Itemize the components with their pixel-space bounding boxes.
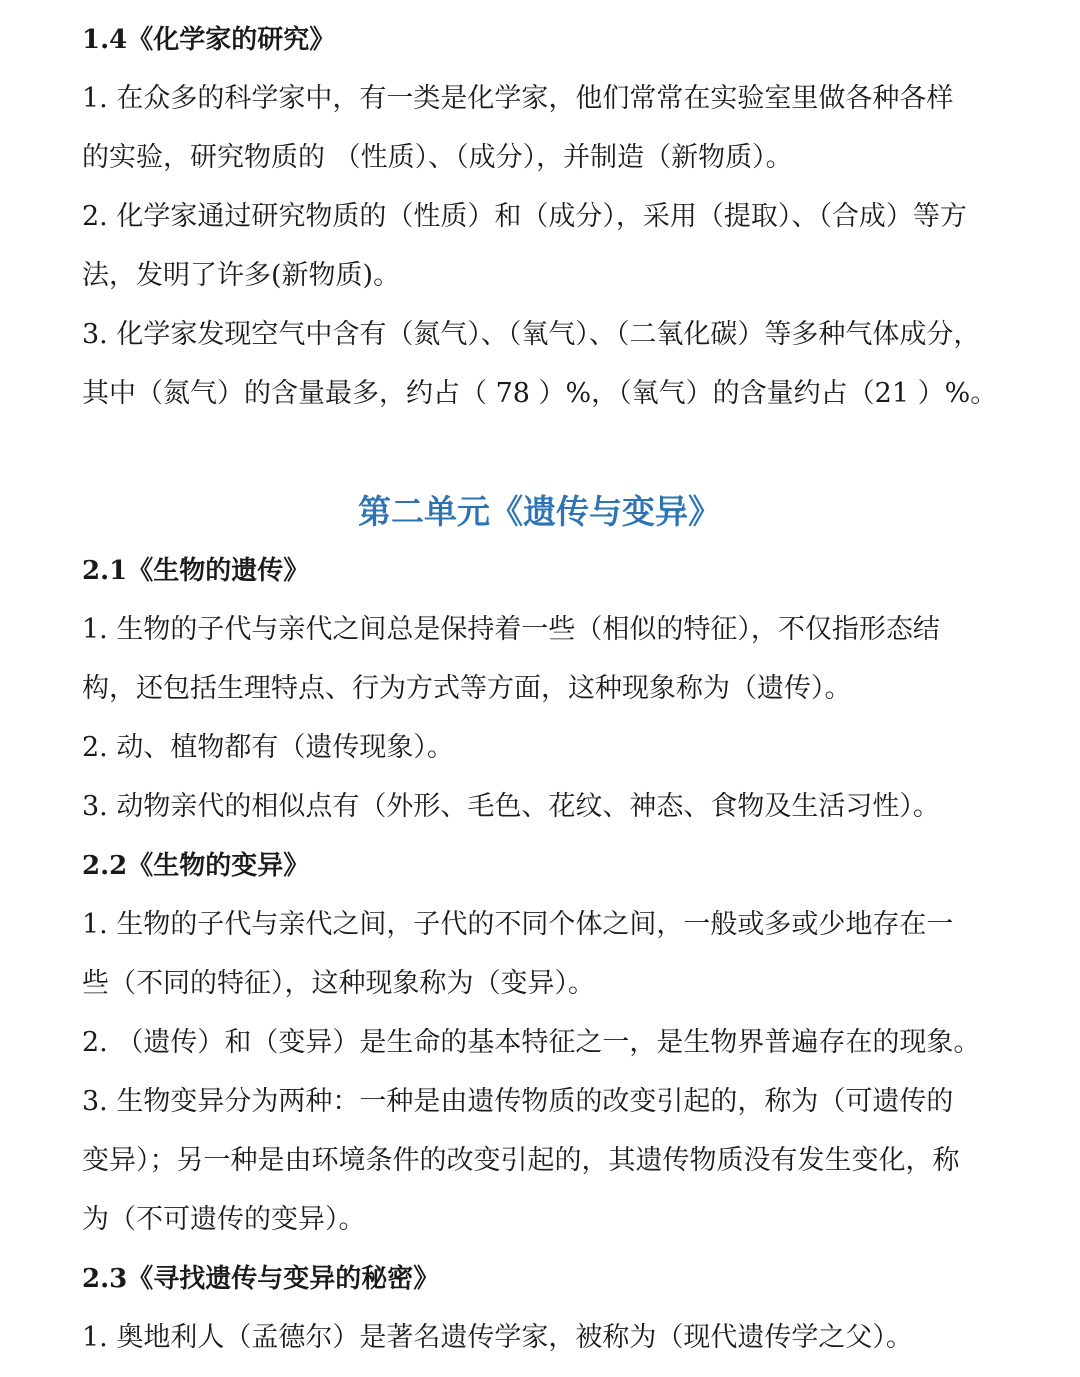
section-heading-2-1: 2.1《生物的遗传》 [82,556,310,586]
section-heading-2-2: 2.2《生物的变异》 [82,851,310,881]
paragraph-line: 变异）；另一种是由环境条件的改变引起的，其遗传物质没有发生变化，称 [82,1145,960,1176]
paragraph-line: 1. 奥地利人（孟德尔）是著名遗传学家，被称为（现代遗传学之父）。 [82,1322,913,1353]
paragraph-line: 为（不可遗传的变异）。 [82,1204,366,1235]
section-heading-2-3: 2.3《寻找遗传与变异的秘密》 [82,1264,440,1294]
paragraph-line: 其中（氮气）的含量最多，约占（ 78 ）%，（氧气）的含量约占（21 ）%。 [82,378,998,409]
section-heading-1-4: 1.4《化学家的研究》 [82,25,336,55]
paragraph-line: 3. 动物亲代的相似点有（外形、毛色、花纹、神态、食物及生活习性）。 [82,791,940,822]
paragraph-line: 3. 生物变异分为两种：一种是由遗传物质的改变引起的，称为（可遗传的 [82,1086,954,1117]
paragraph-line: 1. 生物的子代与亲代之间，子代的不同个体之间，一般或多或少地存在一 [82,909,954,940]
paragraph-line: 1. 在众多的科学家中，有一类是化学家，他们常常在实验室里做各种各样 [82,83,954,114]
paragraph-line: 2. 动、植物都有（遗传现象）。 [82,732,454,763]
paragraph-line: 些（不同的特征），这种现象称为（变异）。 [82,968,595,999]
paragraph-line: 的实验，研究物质的 （性质）、（成分），并制造（新物质）。 [82,142,793,173]
paragraph-line: 3. 化学家发现空气中含有（氮气）、（氧气）、（二氧化碳）等多种气体成分， [82,319,981,350]
unit-title: 第二单元《遗传与变异》 [358,492,721,531]
paragraph-line: 1. 生物的子代与亲代之间总是保持着一些（相似的特征），不仅指形态结 [82,614,940,645]
paragraph-line: 2. （遗传）和（变异）是生命的基本特征之一，是生物界普遍存在的现象。 [82,1027,981,1058]
paragraph-line: 2. 化学家通过研究物质的（性质）和（成分），采用（提取）、（合成）等方 [82,201,967,232]
paragraph-line: 构，还包括生理特点、行为方式等方面，这种现象称为（遗传）。 [82,673,852,704]
paragraph-line: 法，发明了许多(新物质)。 [82,260,401,291]
